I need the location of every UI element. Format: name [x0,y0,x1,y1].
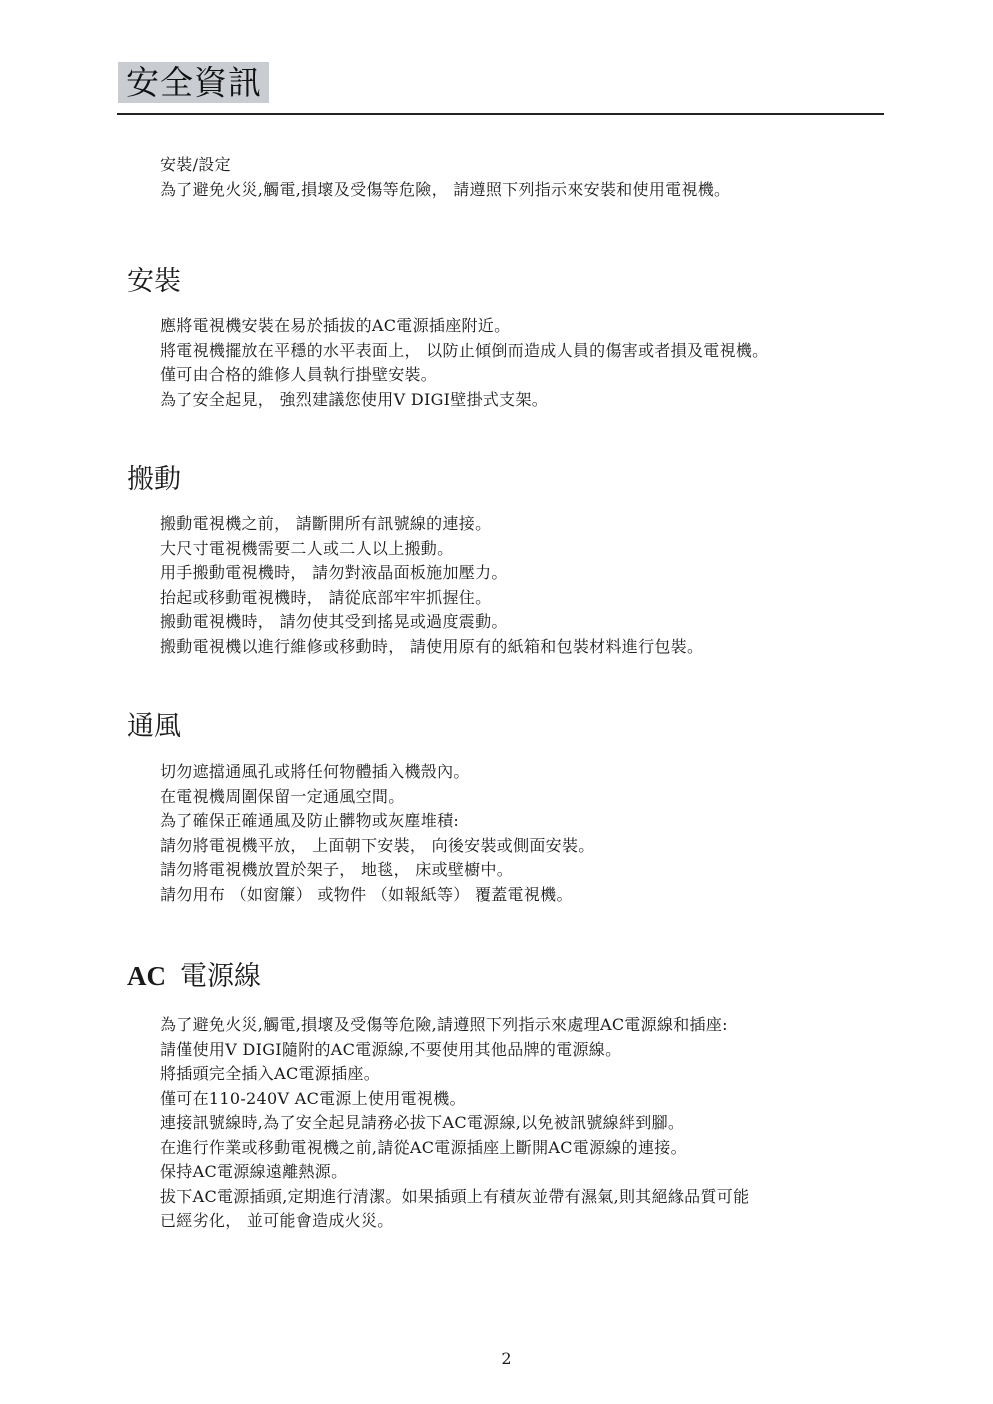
intro-label: 安裝/設定 [160,155,231,174]
list-item: 將電視機擺放在平穩的水平表面上， 以防止傾倒而造成人員的傷害或者損及電視機。 [160,340,769,360]
list-item: 大尺寸電視機需要二人或二人以上搬動。 [160,538,454,558]
list-item: 保持AC電源線遠離熱源。 [160,1162,348,1181]
list-item: 為了安全起見， 強烈建議您使用V DIGI壁掛式支架。 [160,389,549,409]
list-item: 僅可由合格的維修人員執行掛壁安裝。 [160,365,438,384]
list-item: 僅可在110-240V AC電源上使用電視機。 [160,1088,466,1108]
intro-text: 為了避免火災,觸電,損壞及受傷等危險， 請遵照下列指示來安裝和使用電視機。 [160,179,731,199]
list-item: 已經劣化， 並可能會造成火災。 [160,1211,394,1230]
list-item: 搬動電視機時， 請勿使其受到搖晃或過度震動。 [160,612,508,631]
list-item: 請勿將電視機平放， 上面朝下安裝， 向後安裝或側面安裝。 [160,835,595,855]
list-item: 為了確保正確通風及防止髒物或灰塵堆積: [160,811,460,830]
list-item: 抬起或移動電視機時， 請從底部牢牢抓握住。 [160,587,492,607]
intro-block [160,153,730,202]
section-heading-power-title: 電源線 [180,961,261,992]
section-heading-install: 安裝 [127,266,181,297]
list-item: 應將電視機安裝在易於插拔的AC電源插座附近。 [160,316,511,335]
list-item: 搬動電視機之前， 請斷開所有訊號線的連接。 [160,514,492,533]
section-heading-ventilation: 通風 [127,711,181,742]
list-item: 請勿將電視機放置於架子， 地毯， 床或壁櫥中。 [160,860,514,879]
list-item: 將插頭完全插入AC電源插座。 [160,1064,380,1083]
list-item: 在進行作業或移動電視機之前,請從AC電源插座上斷開AC電源線的連接。 [160,1137,687,1157]
list-item: 拔下AC電源插頭,定期進行清潔。如果插頭上有積灰並帶有濕氣,則其絕緣品質可能 [160,1186,750,1206]
title-divider [117,113,884,115]
page-title: 安全資訊 [118,62,269,103]
section-body-moving [160,512,703,659]
list-item: 在電視機周圍保留一定通風空間。 [160,786,405,806]
list-item: 搬動電視機以進行維修或移動時， 請使用原有的紙箱和包裝材料進行包裝。 [160,636,704,656]
list-item: 為了避免火災,觸電,損壞及受傷等危險,請遵照下列指示來處理AC電源線和插座: [160,1015,728,1034]
list-item: 請僅使用V DIGI隨附的AC電源線,不要使用其他品牌的電源線。 [160,1039,622,1059]
section-body-ventilation [160,760,595,907]
list-item: 請勿用布 （如窗簾） 或物件 （如報紙等） 覆蓋電視機。 [160,884,573,904]
section-heading-power [127,959,261,994]
section-heading-power-prefix: AC [127,961,166,991]
section-heading-moving: 搬動 [127,464,181,495]
list-item: 連接訊號線時,為了安全起見請務必拔下AC電源線,以免被訊號線絆到腳。 [160,1113,685,1132]
page-number: 2 [501,1349,512,1368]
section-body-install [160,314,769,412]
list-item: 用手搬動電視機時， 請勿對液晶面板施加壓力。 [160,563,508,582]
list-item: 切勿遮擋通風孔或將任何物體插入機殼內。 [160,762,470,781]
section-body-power [160,1013,749,1234]
